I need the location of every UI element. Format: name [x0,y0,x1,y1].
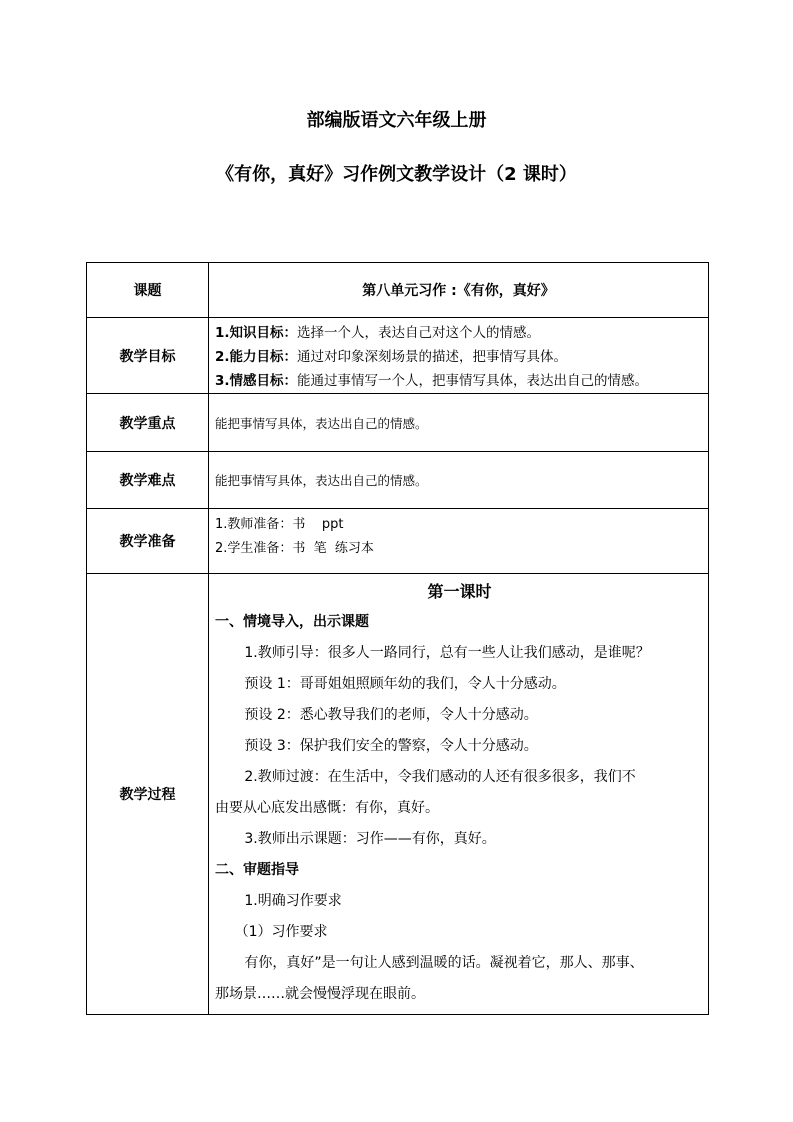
preparation-cell [209,509,709,574]
table-row [87,318,709,394]
key-points-label: 教学重点 [87,394,209,452]
lesson-plan-table [86,262,709,1015]
paragraph: （1）习作要求 [234,924,328,940]
table-row [87,574,709,1015]
paragraph: 预设 2：悉心教导我们的老师，令人十分感动。 [244,707,538,723]
process-label: 教学过程 [87,574,209,1015]
key-points-cell [209,394,709,452]
goals-label: 教学目标 [87,318,209,394]
goals-cell [209,318,709,394]
paragraph: 1.教师引导：很多人一路同行，总有一些人让我们感动，是谁呢？ [244,645,650,661]
student-prep: 2.学生准备：书 笔 练习本 [215,541,374,556]
preparation-label: 教学准备 [87,509,209,574]
difficulty-value: 能把事情写具体，表达出自己的情感。 [215,473,428,488]
paragraph: 3.教师出示课题：习作——有你，真好。 [244,831,496,847]
lesson-heading: 第一课时 [427,582,492,601]
table-row [87,394,709,452]
goal-item: 3.情感目标：能通过事情写一个人，把事情写具体，表达出自己的情感。 [215,373,649,389]
paragraph: 2.教师过渡：在生活中，令我们感动的人还有很多很多，我们不 [244,769,636,785]
paragraph: 1.明确习作要求 [244,893,342,909]
paragraph: 预设 1：哥哥姐姐照顾年幼的我们，令人十分感动。 [244,676,566,692]
document-subtitle: 《有你，真好》习作例文教学设计（2 课时） [216,164,577,185]
table-row [87,509,709,574]
table-row [87,263,709,318]
paragraph: 预设 3：保护我们安全的警察，令人十分感动。 [244,738,538,754]
teacher-prep: 1.教师准备：书 ppt [215,517,344,532]
goal-item: 1.知识目标：选择一个人，表达自己对这个人的情感。 [215,325,541,341]
paragraph: 由要从心底发出感慨：有你，真好。 [215,800,439,816]
topic-label: 课题 [87,263,209,318]
table-row [87,452,709,509]
process-cell [209,574,709,1015]
section-heading: 一、情境导入，出示课题 [215,614,369,630]
goal-item: 2.能力目标：通过对印象深刻场景的描述，把事情写具体。 [215,349,568,365]
paragraph: 那场景……就会慢慢浮现在眼前。 [215,986,425,1002]
paragraph: 有你，真好”是一句让人感到温暖的话。凝视着它，那人、那事、 [244,955,644,971]
difficulty-label: 教学难点 [87,452,209,509]
document-title: 部编版语文六年级上册 [306,110,487,131]
difficulty-cell [209,452,709,509]
key-points-value: 能把事情写具体，表达出自己的情感。 [215,415,428,431]
topic-value: 第八单元习作 :《有你，真好》 [209,263,709,318]
section-heading: 二、审题指导 [215,862,299,878]
